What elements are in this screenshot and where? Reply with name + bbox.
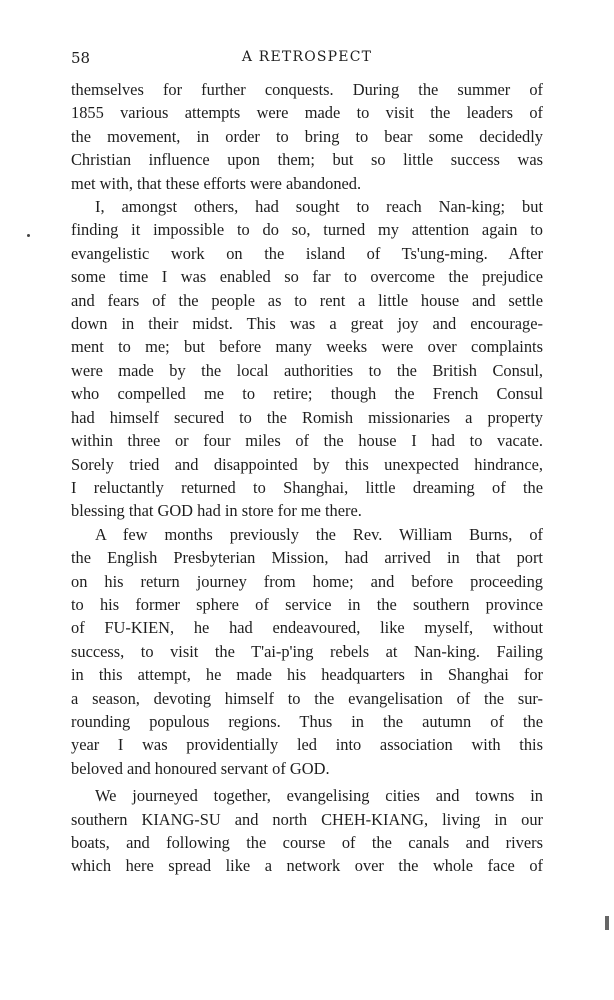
- text-line: success, to visit the T'ai-p'ing rebels at Nan-king. Failing: [71, 641, 543, 661]
- paragraph-3: [71, 523, 543, 780]
- text-line: of FU-KIEN, he had endeavoured, like myself, without: [71, 618, 543, 638]
- body-text: [71, 78, 543, 878]
- text-line: were made by the local authorities to the British Consul,: [71, 360, 543, 380]
- text-line: year I was providentially led into association with this: [71, 735, 543, 755]
- text-line: A few months previously the Rev. William Burns, of: [95, 524, 543, 544]
- text-line: beloved and honoured servant of GOD.: [71, 758, 330, 778]
- text-line: blessing that GOD had in store for me there.: [71, 501, 362, 521]
- text-line: evangelistic work on the island of Ts'ung-ming. After: [71, 243, 543, 263]
- text-line: themselves for further conquests. During the summer of: [71, 80, 543, 99]
- margin-dot: [27, 234, 30, 237]
- paragraph-2: [71, 195, 543, 523]
- page-edge-mark: [605, 916, 609, 930]
- text-line: a season, devoting himself to the evangelisation of the sur-: [71, 688, 543, 708]
- text-line: Sorely tried and disappointed by this unexpected hindrance,: [71, 454, 543, 474]
- text-line: ment to me; but before many weeks were over complaints: [71, 337, 543, 357]
- text-line: who compelled me to retire; though the French Consul: [71, 384, 543, 404]
- text-line: Christian influence upon them; but so little success was: [71, 150, 543, 170]
- text-line: had himself secured to the Romish missionaries a property: [71, 407, 543, 427]
- page-number: 58: [71, 49, 91, 67]
- text-line: and fears of the people as to rent a little house and settle: [71, 290, 543, 310]
- text-line: some time I was enabled so far to overcome the prejudice: [71, 267, 543, 287]
- text-line: southern KIANG-SU and north CHEH-KIANG, living in our: [71, 809, 543, 829]
- text-line: rounding populous regions. Thus in the autumn of the: [71, 711, 543, 731]
- text-line: finding it impossible to do so, turned my attention again to: [71, 220, 543, 240]
- text-line: boats, and following the course of the canals and rivers: [71, 833, 543, 852]
- paragraph-1: [71, 78, 543, 195]
- text-line: met with, that these efforts were abandoned.: [71, 173, 362, 193]
- text-line: 1855 various attempts were made to visit the leaders of: [71, 103, 543, 123]
- text-line: We journeyed together, evangelising cities and towns in: [95, 786, 543, 806]
- text-line: in this attempt, he made his headquarters in Shanghai for: [71, 665, 543, 685]
- text-line: on his return journey from home; and before proceeding: [71, 571, 543, 591]
- text-line: down in their midst. This was a great joy and encourage-: [71, 314, 543, 334]
- text-line: which here spread like a network over the whole face of: [71, 856, 543, 876]
- text-line: the English Presbyterian Mission, had arrived in that port: [71, 548, 543, 568]
- text-line: the movement, in order to bring to bear some decidedly: [71, 126, 543, 146]
- text-line: to his former sphere of service in the southern province: [71, 594, 543, 614]
- text-line: within three or four miles of the house I had to vacate.: [71, 431, 543, 451]
- text-line: I, amongst others, had sought to reach Nan-king; but: [95, 197, 543, 217]
- running-head: A RETROSPECT: [241, 49, 373, 65]
- paragraph-4: [71, 784, 543, 878]
- text-line: I reluctantly returned to Shanghai, little dreaming of the: [71, 477, 543, 497]
